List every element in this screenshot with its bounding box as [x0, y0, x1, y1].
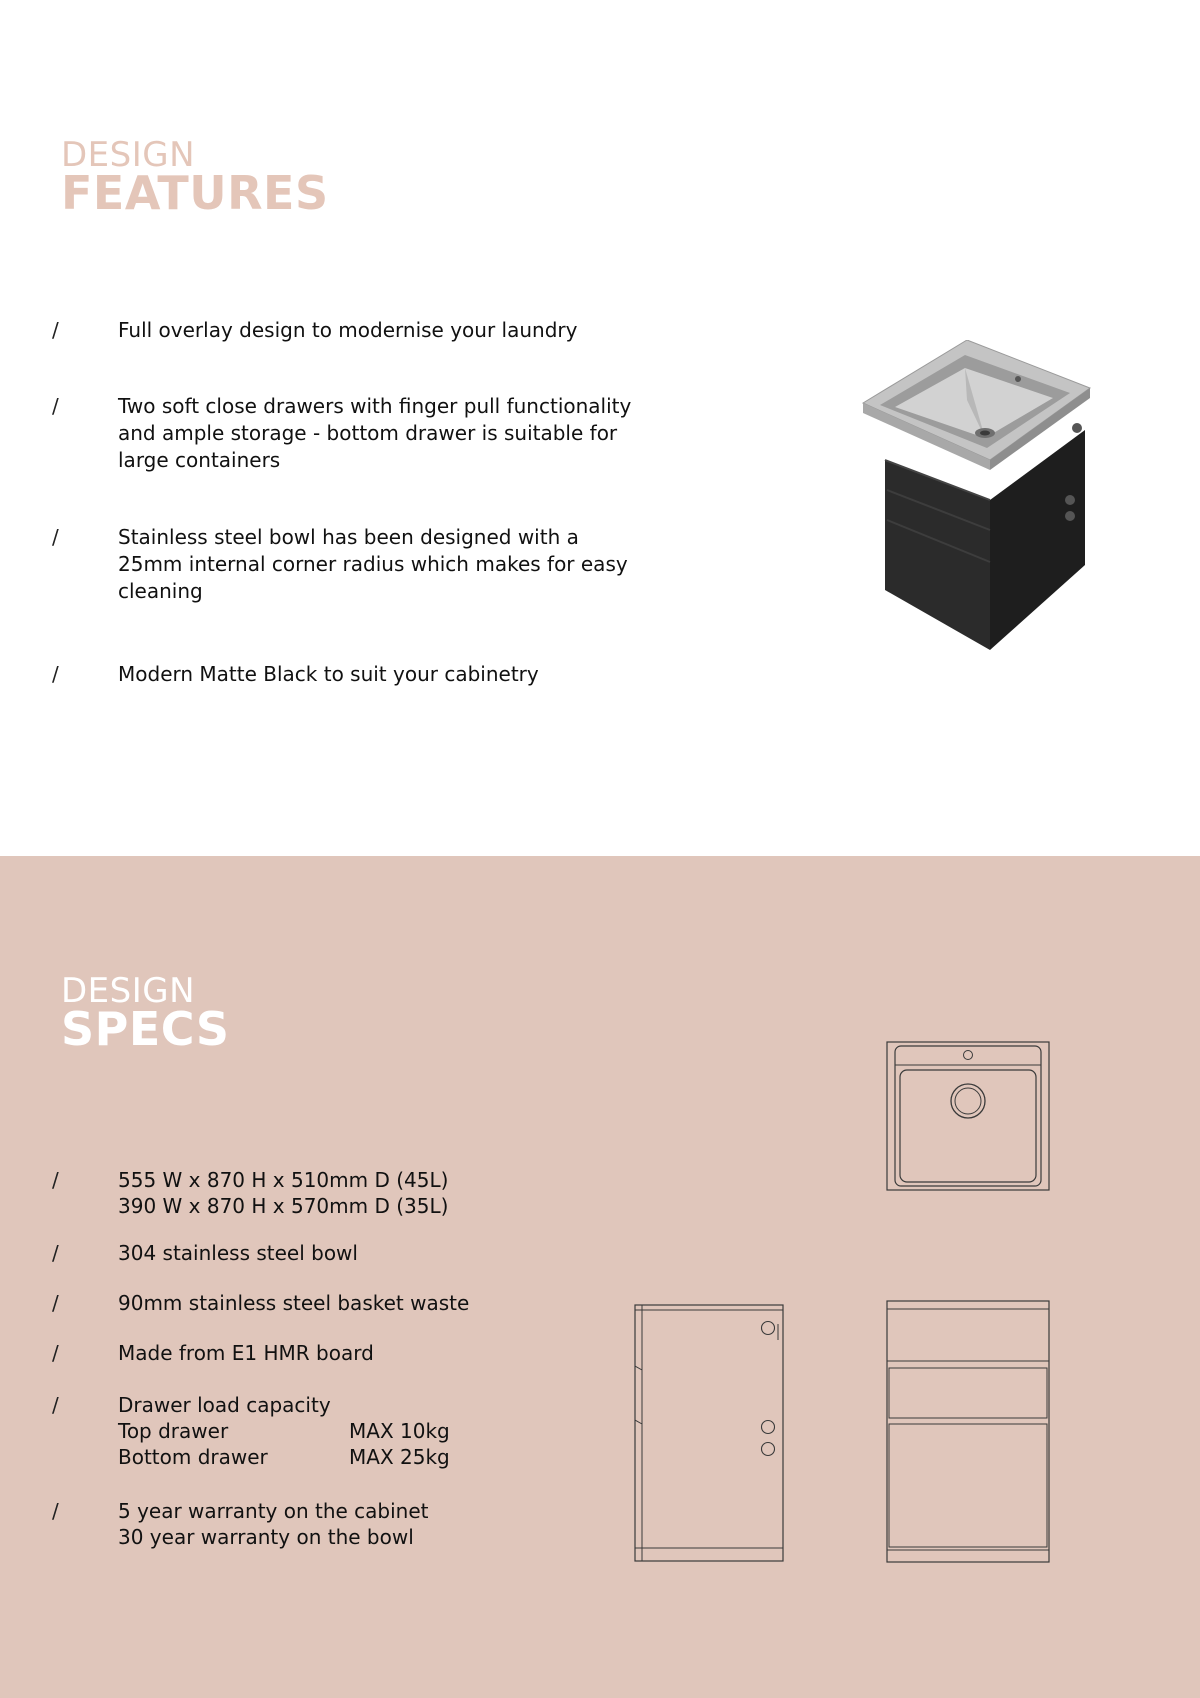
capacity-row	[118, 1444, 678, 1470]
specs-heading-big: SPECS	[61, 1002, 230, 1056]
spec-line: 5 year warranty on the cabinet	[118, 1499, 429, 1523]
capacity-row	[118, 1418, 678, 1444]
bullet-mark: /	[52, 1393, 59, 1417]
bullet-mark: /	[52, 1168, 59, 1192]
specs-heading	[61, 971, 230, 1056]
bullet-mark: /	[52, 1341, 59, 1365]
features-heading-big: FEATURES	[61, 166, 329, 220]
capacity-label: Bottom drawer	[118, 1445, 268, 1469]
feature-text	[118, 661, 678, 688]
bullet-mark: /	[52, 1291, 59, 1315]
feature-line: Stainless steel bowl has been designed with a	[118, 525, 579, 549]
specs-heading-small: DESIGN	[61, 971, 196, 1011]
feature-line: Modern Matte Black to suit your cabinetry	[118, 662, 539, 686]
bullet-mark: /	[52, 394, 59, 418]
feature-line: cleaning	[118, 579, 203, 603]
spec-text	[118, 1240, 678, 1266]
bullet-mark: /	[52, 1499, 59, 1523]
feature-text	[118, 317, 678, 344]
side-view-drawing	[634, 1304, 784, 1564]
top-view-drawing	[886, 1041, 1050, 1191]
spec-text	[118, 1392, 678, 1470]
spec-line: 390 W x 870 H x 570mm D (35L)	[118, 1194, 449, 1218]
spec-line: 90mm stainless steel basket waste	[118, 1291, 470, 1315]
feature-text	[118, 393, 678, 474]
product-photo	[855, 340, 1100, 655]
design-specs-section	[0, 856, 1200, 1698]
spec-text	[118, 1167, 678, 1219]
feature-line: and ample storage - bottom drawer is suitable for	[118, 421, 618, 445]
spec-text	[118, 1498, 678, 1550]
spec-text	[118, 1340, 678, 1366]
spec-line: 555 W x 870 H x 510mm D (45L)	[118, 1168, 449, 1192]
bullet-mark: /	[52, 662, 59, 686]
front-view-drawing	[886, 1300, 1050, 1564]
feature-line: 25mm internal corner radius which makes for easy	[118, 552, 628, 576]
feature-line: Full overlay design to modernise your laundry	[118, 318, 578, 342]
feature-line: Two soft close drawers with finger pull functionality	[118, 394, 632, 418]
capacity-value: MAX 10kg	[349, 1419, 450, 1443]
spec-line: 304 stainless steel bowl	[118, 1241, 358, 1265]
feature-text	[118, 524, 678, 605]
spec-text	[118, 1290, 678, 1316]
bullet-mark: /	[52, 1241, 59, 1265]
features-heading-small: DESIGN	[61, 135, 196, 175]
bullet-mark: /	[52, 525, 59, 549]
spec-line: Made from E1 HMR board	[118, 1341, 374, 1365]
bullet-mark: /	[52, 318, 59, 342]
capacity-title: Drawer load capacity	[118, 1393, 331, 1417]
capacity-label: Top drawer	[118, 1419, 229, 1443]
capacity-value: MAX 25kg	[349, 1445, 450, 1469]
features-heading	[61, 135, 329, 220]
spec-line: 30 year warranty on the bowl	[118, 1525, 414, 1549]
feature-line: large containers	[118, 448, 281, 472]
